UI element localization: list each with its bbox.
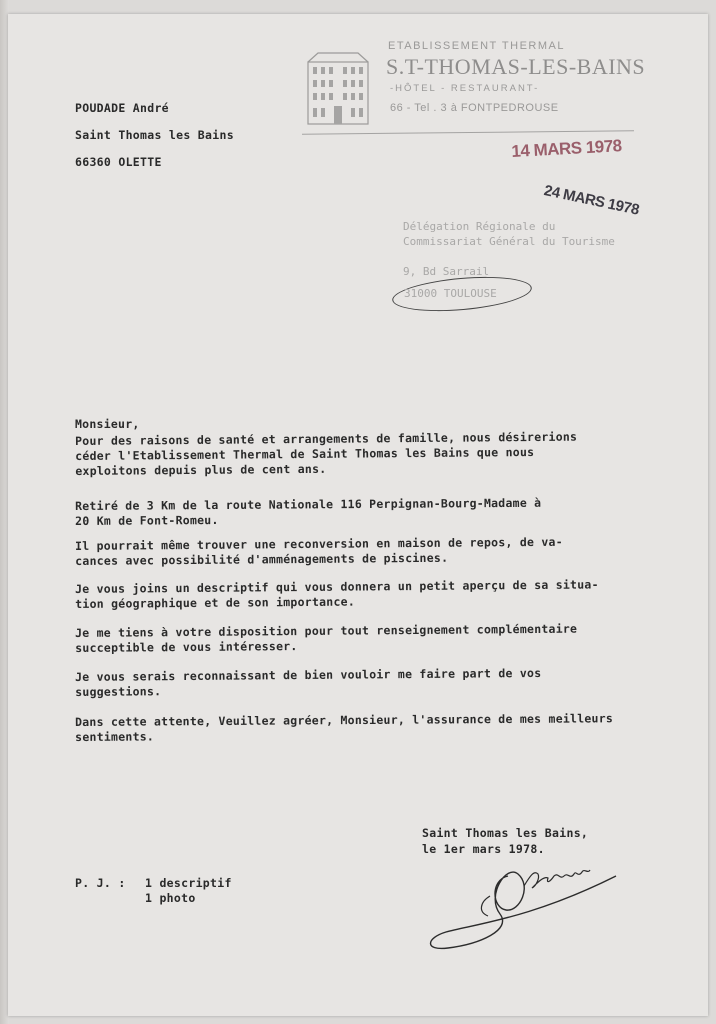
sender-postcode-city: 66360 OLETTE (75, 155, 162, 169)
date-stamp-received: 14 MARS 1978 (511, 136, 623, 161)
recipient-street: 9, Bd Sarrail (403, 265, 490, 278)
handwritten-signature (420, 856, 630, 960)
salutation: Monsieur, (75, 417, 140, 431)
recipient-line-1: Délégation Régionale du (403, 220, 556, 233)
paragraph-line: Je vous joins un descriptif qui vous donnera un petit aperçu de sa situa- (75, 577, 599, 596)
paragraph-line: sentiments. (75, 729, 155, 744)
paragraph-line: cances avec possibilité d'amménagements de piscines. (75, 550, 449, 568)
building-logo-icon (304, 50, 372, 126)
paragraph-7 (75, 711, 613, 745)
paragraph-line: Je vous serais reconnaissant de bien vouloir me faire part de vos (75, 665, 542, 684)
paragraph-line: tion géographique et de son importance. (75, 594, 356, 611)
enclosure-item: 1 photo (145, 891, 196, 905)
paragraph-line: céder l'Etablissement Thermal de Saint Thomas les Bains que nous (75, 444, 535, 463)
paragraph-2 (75, 496, 541, 529)
recipient-line-2: Commissariat Général du Tourisme (403, 235, 615, 248)
recipient-address (403, 219, 615, 279)
date-stamp-registered: 24 MARS 1978 (542, 182, 641, 219)
letterhead (300, 40, 646, 144)
letterhead-establishment: ETABLISSEMENT THERMAL (388, 40, 565, 52)
closing-place: Saint Thomas les Bains, (422, 826, 589, 840)
paragraph-5 (75, 622, 577, 656)
enclosures-label: P. J. : (75, 876, 126, 890)
paragraph-line: Dans cette attente, Veuillez agréer, Monsieur, l'assurance de mes meilleurs (75, 711, 614, 729)
sender-name: POUDADE André (75, 101, 169, 115)
paragraph-line: 20 Km de Font-Romeu. (75, 512, 219, 528)
paragraph-3 (75, 535, 563, 569)
recipient-city: 31000 TOULOUSE (404, 287, 497, 300)
letterhead-services: -HÔTEL - RESTAURANT- (390, 83, 540, 94)
paragraph-line: exploitons depuis plus de cent ans. (75, 461, 327, 478)
enclosure-item: 1 descriptif (145, 876, 232, 890)
paragraph-line: Retiré de 3 Km de la route Nationale 116 Perpignan-Bourg-Madame à (75, 495, 542, 513)
paragraph-line: suggestions. (75, 684, 162, 699)
paragraph-line: succeptible de vous intéresser. (75, 639, 298, 655)
paragraph-line: Je me tiens à votre disposition pour tout renseignement complémentaire (75, 621, 578, 640)
paragraph-line: Il pourrait même trouver une reconversion en maison de repos, de va- (75, 534, 563, 553)
paragraph-4 (75, 577, 599, 612)
closing-date: le 1er mars 1978. (422, 842, 545, 856)
letterhead-rule (302, 130, 634, 134)
letterhead-phone: 66 - Tel . 3 à FONTPEDROUSE (390, 102, 559, 114)
sender-address: Saint Thomas les Bains (75, 128, 234, 142)
letterhead-title: S.T-THOMAS-LES-BAINS (386, 54, 646, 79)
paragraph-6 (75, 666, 542, 700)
paragraph-line: Pour des raisons de santé et arrangements de famille, nous désirerions (75, 429, 578, 448)
paragraph-1 (75, 430, 578, 479)
